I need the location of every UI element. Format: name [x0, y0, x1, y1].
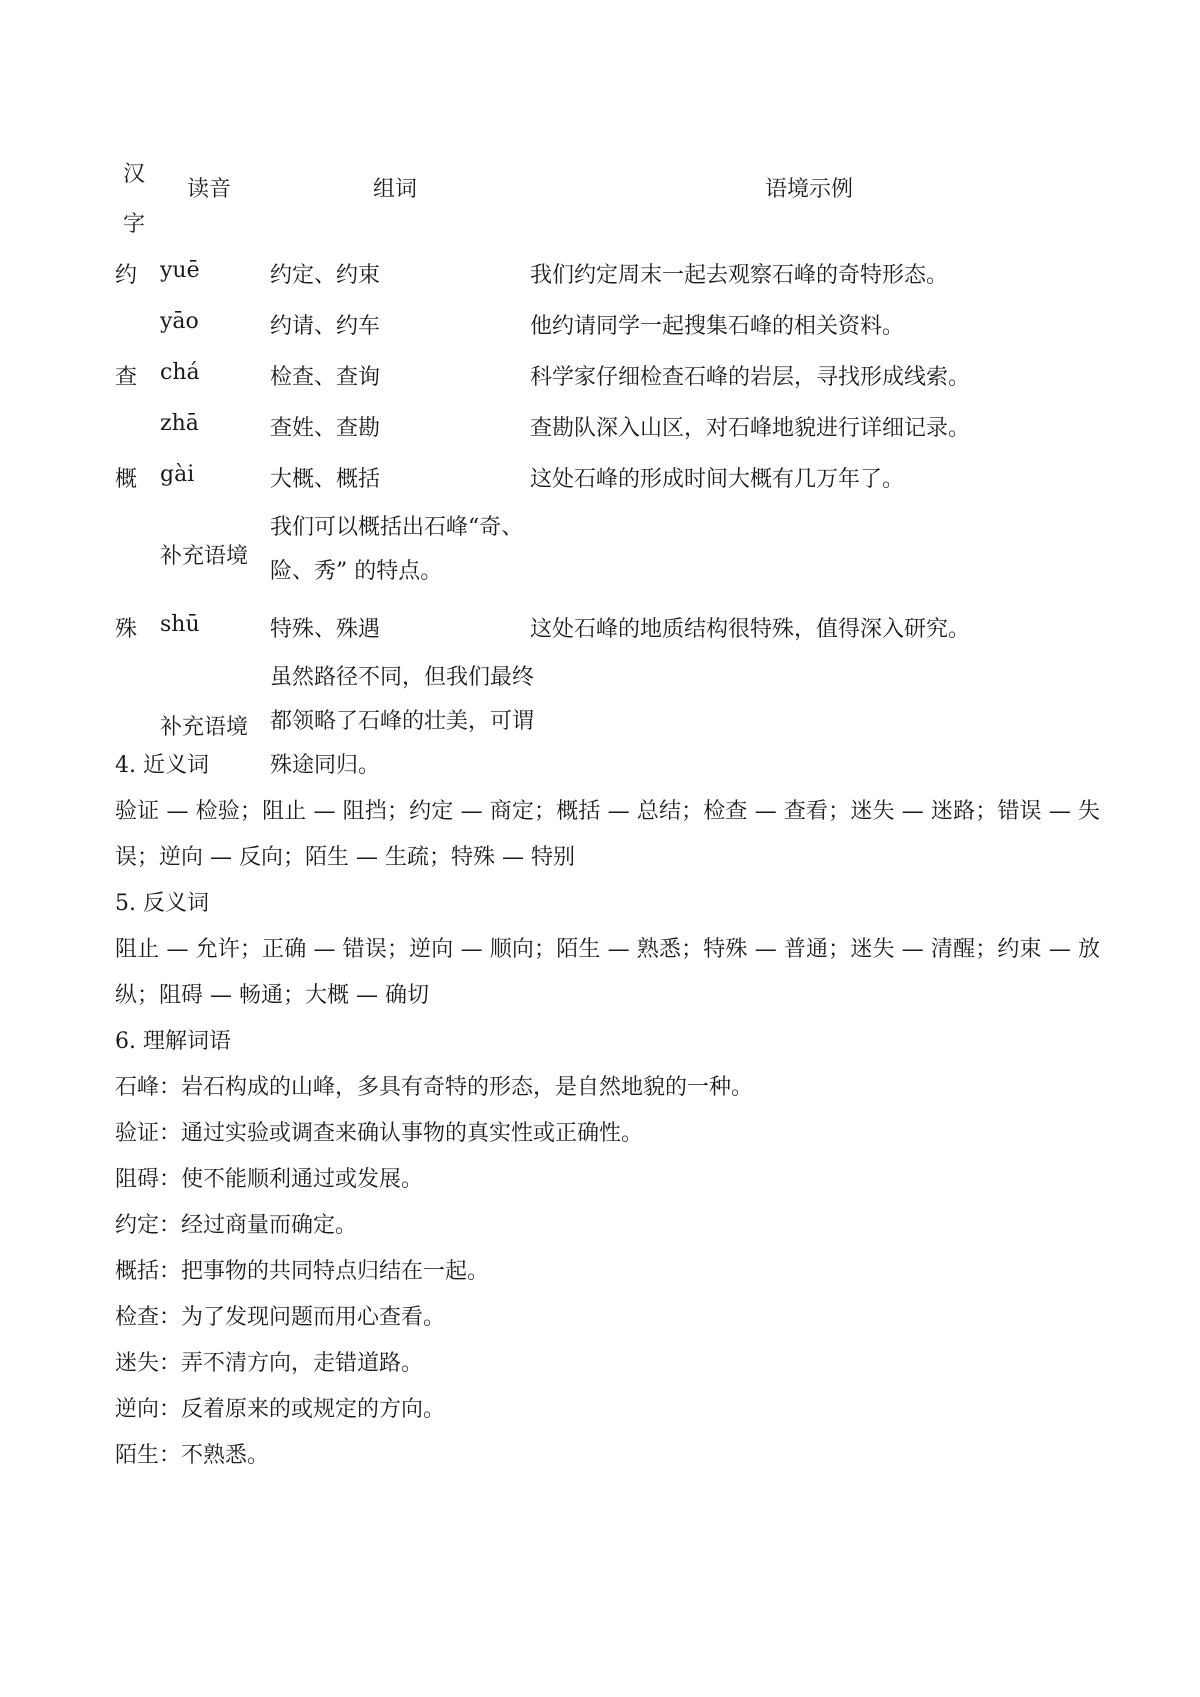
- definition-item: 概括：把事物的共同特点归结在一起。: [115, 1259, 490, 1284]
- row-context: 这处石峰的地质结构很特殊，值得深入研究。: [530, 617, 971, 642]
- supplement-row: [115, 501, 1095, 600]
- row-char: 约: [115, 263, 138, 288]
- definition-item: 约定：经过商量而确定。: [115, 1213, 358, 1238]
- antonyms-title: 5. 反义词: [115, 891, 209, 916]
- supplement-label: 补充语境: [160, 544, 249, 569]
- definition-item: 逆向：反着原来的或规定的方向。: [115, 1397, 446, 1422]
- word-sections: [115, 743, 1100, 1479]
- row-reading: yāo: [160, 309, 199, 334]
- understanding-title: 6. 理解词语: [115, 1029, 231, 1054]
- row-reading: gài: [160, 462, 195, 487]
- row-char: 概: [115, 467, 138, 492]
- row-reading: chá: [160, 360, 200, 385]
- definition-item: 迷失：弄不清方向，走错道路。: [115, 1351, 424, 1376]
- row-context: 他约请同学一起搜集石峰的相关资料。: [530, 314, 905, 339]
- definition-item: 阻碍：使不能顺利通过或发展。: [115, 1167, 424, 1192]
- row-context: 查勘队深入山区，对石峰地貌进行详细记录。: [530, 416, 971, 441]
- supplement-context: 虽然路径不同，但我们最终都领略了石峰的壮美，可谓殊途同归。: [270, 665, 535, 778]
- synonyms-text: 验证 — 检验；阻止 — 阻挡；约定 — 商定；概括 — 总结；检查 — 查看；迷失 — 迷路；错误 — 失误；逆向 — 反向；陌生 — 生疏；特殊 — 特别: [115, 799, 1100, 870]
- definition-item: 检查：为了发现问题而用心查看。: [115, 1305, 446, 1330]
- row-reading: shū: [160, 612, 200, 637]
- row-words: 检查、查询: [270, 365, 381, 390]
- row-words: 约定、约束: [270, 263, 381, 288]
- definition-item: 石峰：岩石构成的山峰，多具有奇特的形态，是自然地貌的一种。: [115, 1075, 754, 1100]
- antonyms-text: 阻止 — 允许；正确 — 错误；逆向 — 顺向；陌生 — 熟悉；特殊 — 普通；迷失 — 清醒；约束 — 放纵；阻碍 — 畅通；大概 — 确切: [115, 937, 1100, 1008]
- header-reading: 读音: [187, 177, 232, 202]
- definition-item: 验证：通过实验或调查来确认事物的真实性或正确性。: [115, 1121, 644, 1146]
- table-row: [115, 348, 1095, 399]
- row-context: 这处石峰的形成时间大概有几万年了。: [530, 467, 905, 492]
- header-context: 语境示例: [765, 177, 854, 202]
- row-char: 查: [115, 365, 138, 390]
- table-row: [115, 297, 1095, 348]
- header-words: 组词: [373, 177, 418, 202]
- table-row: [115, 450, 1095, 501]
- row-char: 殊: [115, 617, 138, 642]
- row-reading: zhā: [160, 411, 199, 436]
- row-words: 大概、概括: [270, 467, 381, 492]
- row-words: 约请、约车: [270, 314, 381, 339]
- header-char: 汉字: [122, 162, 145, 237]
- table-row: [115, 246, 1095, 297]
- table-header: [115, 150, 1095, 246]
- row-context: 我们约定周末一起去观察石峰的奇特形态。: [530, 263, 949, 288]
- row-reading: yuē: [160, 258, 200, 283]
- synonyms-title: 4. 近义词: [115, 753, 209, 778]
- table-row: [115, 399, 1095, 450]
- supplement-context: 我们可以概括出石峰“奇、险、秀” 的特点。: [270, 515, 524, 584]
- supplement-label: 补充语境: [160, 715, 249, 740]
- definition-item: 陌生：不熟悉。: [115, 1443, 270, 1468]
- row-words: 特殊、殊遇: [270, 617, 381, 642]
- row-words: 查姓、查勘: [270, 416, 381, 441]
- row-context: 科学家仔细检查石峰的岩层，寻找形成线索。: [530, 365, 971, 390]
- table-row: [115, 600, 1095, 651]
- character-table: [115, 150, 1095, 794]
